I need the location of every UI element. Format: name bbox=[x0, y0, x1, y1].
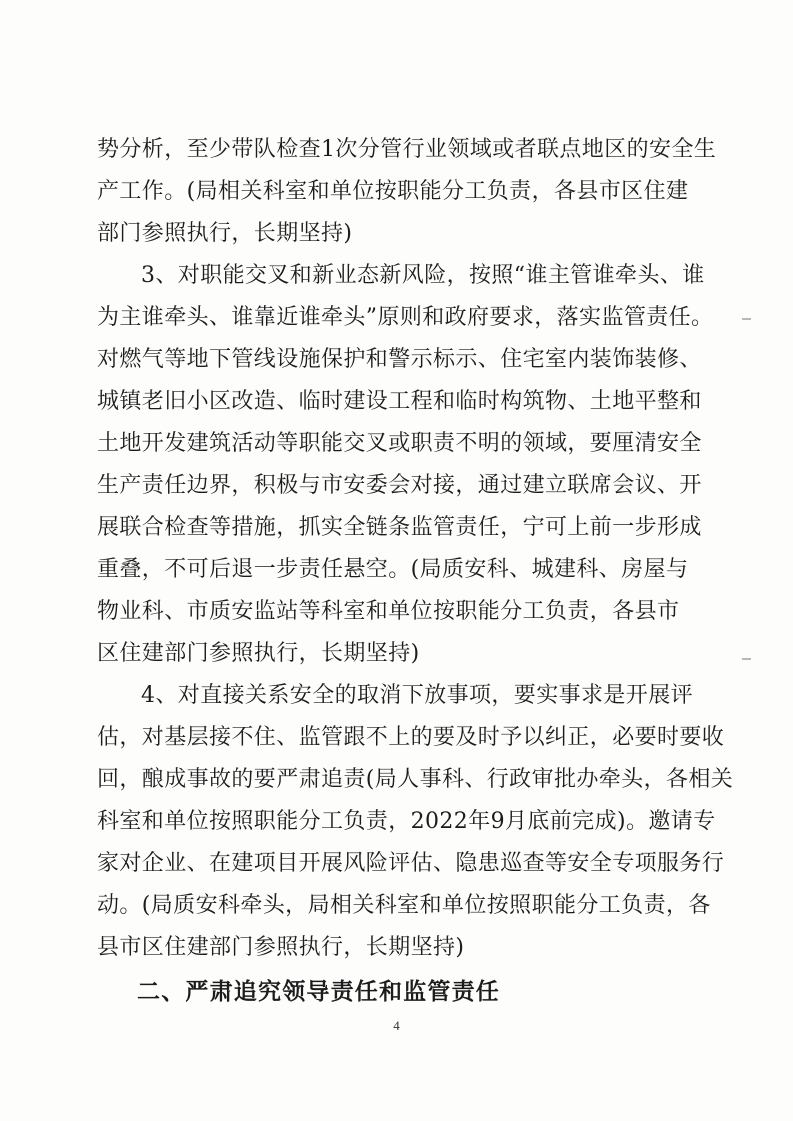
body-line-5: 为主谁牵头、谁靠近谁牵头”原则和政府要求，落实监管责任。 bbox=[97, 305, 714, 330]
body-line-17: 科室和单位按照职能分工负责，2022年9月底前完成)。邀请专 bbox=[97, 809, 716, 834]
body-line-8: 土地开发建筑活动等职能交叉或职责不明的领域，要厘清安全 bbox=[97, 431, 702, 456]
section-heading: 二、严肃追究领导责任和监管责任 bbox=[137, 979, 500, 1005]
body-line-9: 生产责任边界，积极与市安委会对接，通过建立联席会议、开 bbox=[97, 473, 702, 498]
body-line-1: 势分析，至少带队检查1次分管行业领域或者联点地区的安全生 bbox=[97, 137, 717, 162]
body-line-6: 对燃气等地下管线设施保护和警示标示、住宅室内装饰装修、 bbox=[97, 347, 702, 372]
body-line-7: 城镇老旧小区改造、临时建设工程和临时构筑物、土地平整和 bbox=[97, 389, 702, 414]
scan-speck bbox=[742, 658, 751, 660]
body-line-10: 展联合检查等措施，抓实全链条监管责任，宁可上前一步形成 bbox=[97, 515, 702, 540]
page-number: 4 bbox=[393, 1018, 400, 1033]
body-line-16: 回，酿成事故的要严肃追责(局人事科、行政审批办牵头，各相关 bbox=[97, 767, 734, 792]
body-line-19: 动。(局质安科牵头，局相关科室和单位按照职能分工负责，各 bbox=[97, 893, 711, 918]
scan-speck bbox=[742, 318, 751, 320]
body-line-13: 区住建部门参照执行，长期坚持) bbox=[97, 641, 420, 666]
body-line-12: 物业科、市质安监站等科室和单位按职能分工负责，各县市 bbox=[97, 599, 680, 624]
body-line-4: 3、对职能交叉和新业态新风险，按照“谁主管谁牵头、谁 bbox=[141, 263, 705, 288]
body-line-2: 产工作。(局相关科室和单位按职能分工负责，各县市区住建 bbox=[97, 179, 689, 204]
body-line-3: 部门参照执行，长期坚持) bbox=[97, 221, 353, 246]
body-line-14: 4、对直接关系安全的取消下放事项，要实事求是开展评 bbox=[141, 683, 693, 708]
body-line-11: 重叠，不可后退一步责任悬空。(局质安科、城建科、房屋与 bbox=[97, 557, 689, 582]
body-line-15: 估，对基层接不住、监管跟不上的要及时予以纠正，必要时要收 bbox=[97, 725, 725, 750]
body-line-18: 家对企业、在建项目开展风险评估、隐患巡查等安全专项服务行 bbox=[97, 851, 725, 876]
body-line-20: 县市区住建部门参照执行，长期坚持) bbox=[97, 935, 465, 960]
